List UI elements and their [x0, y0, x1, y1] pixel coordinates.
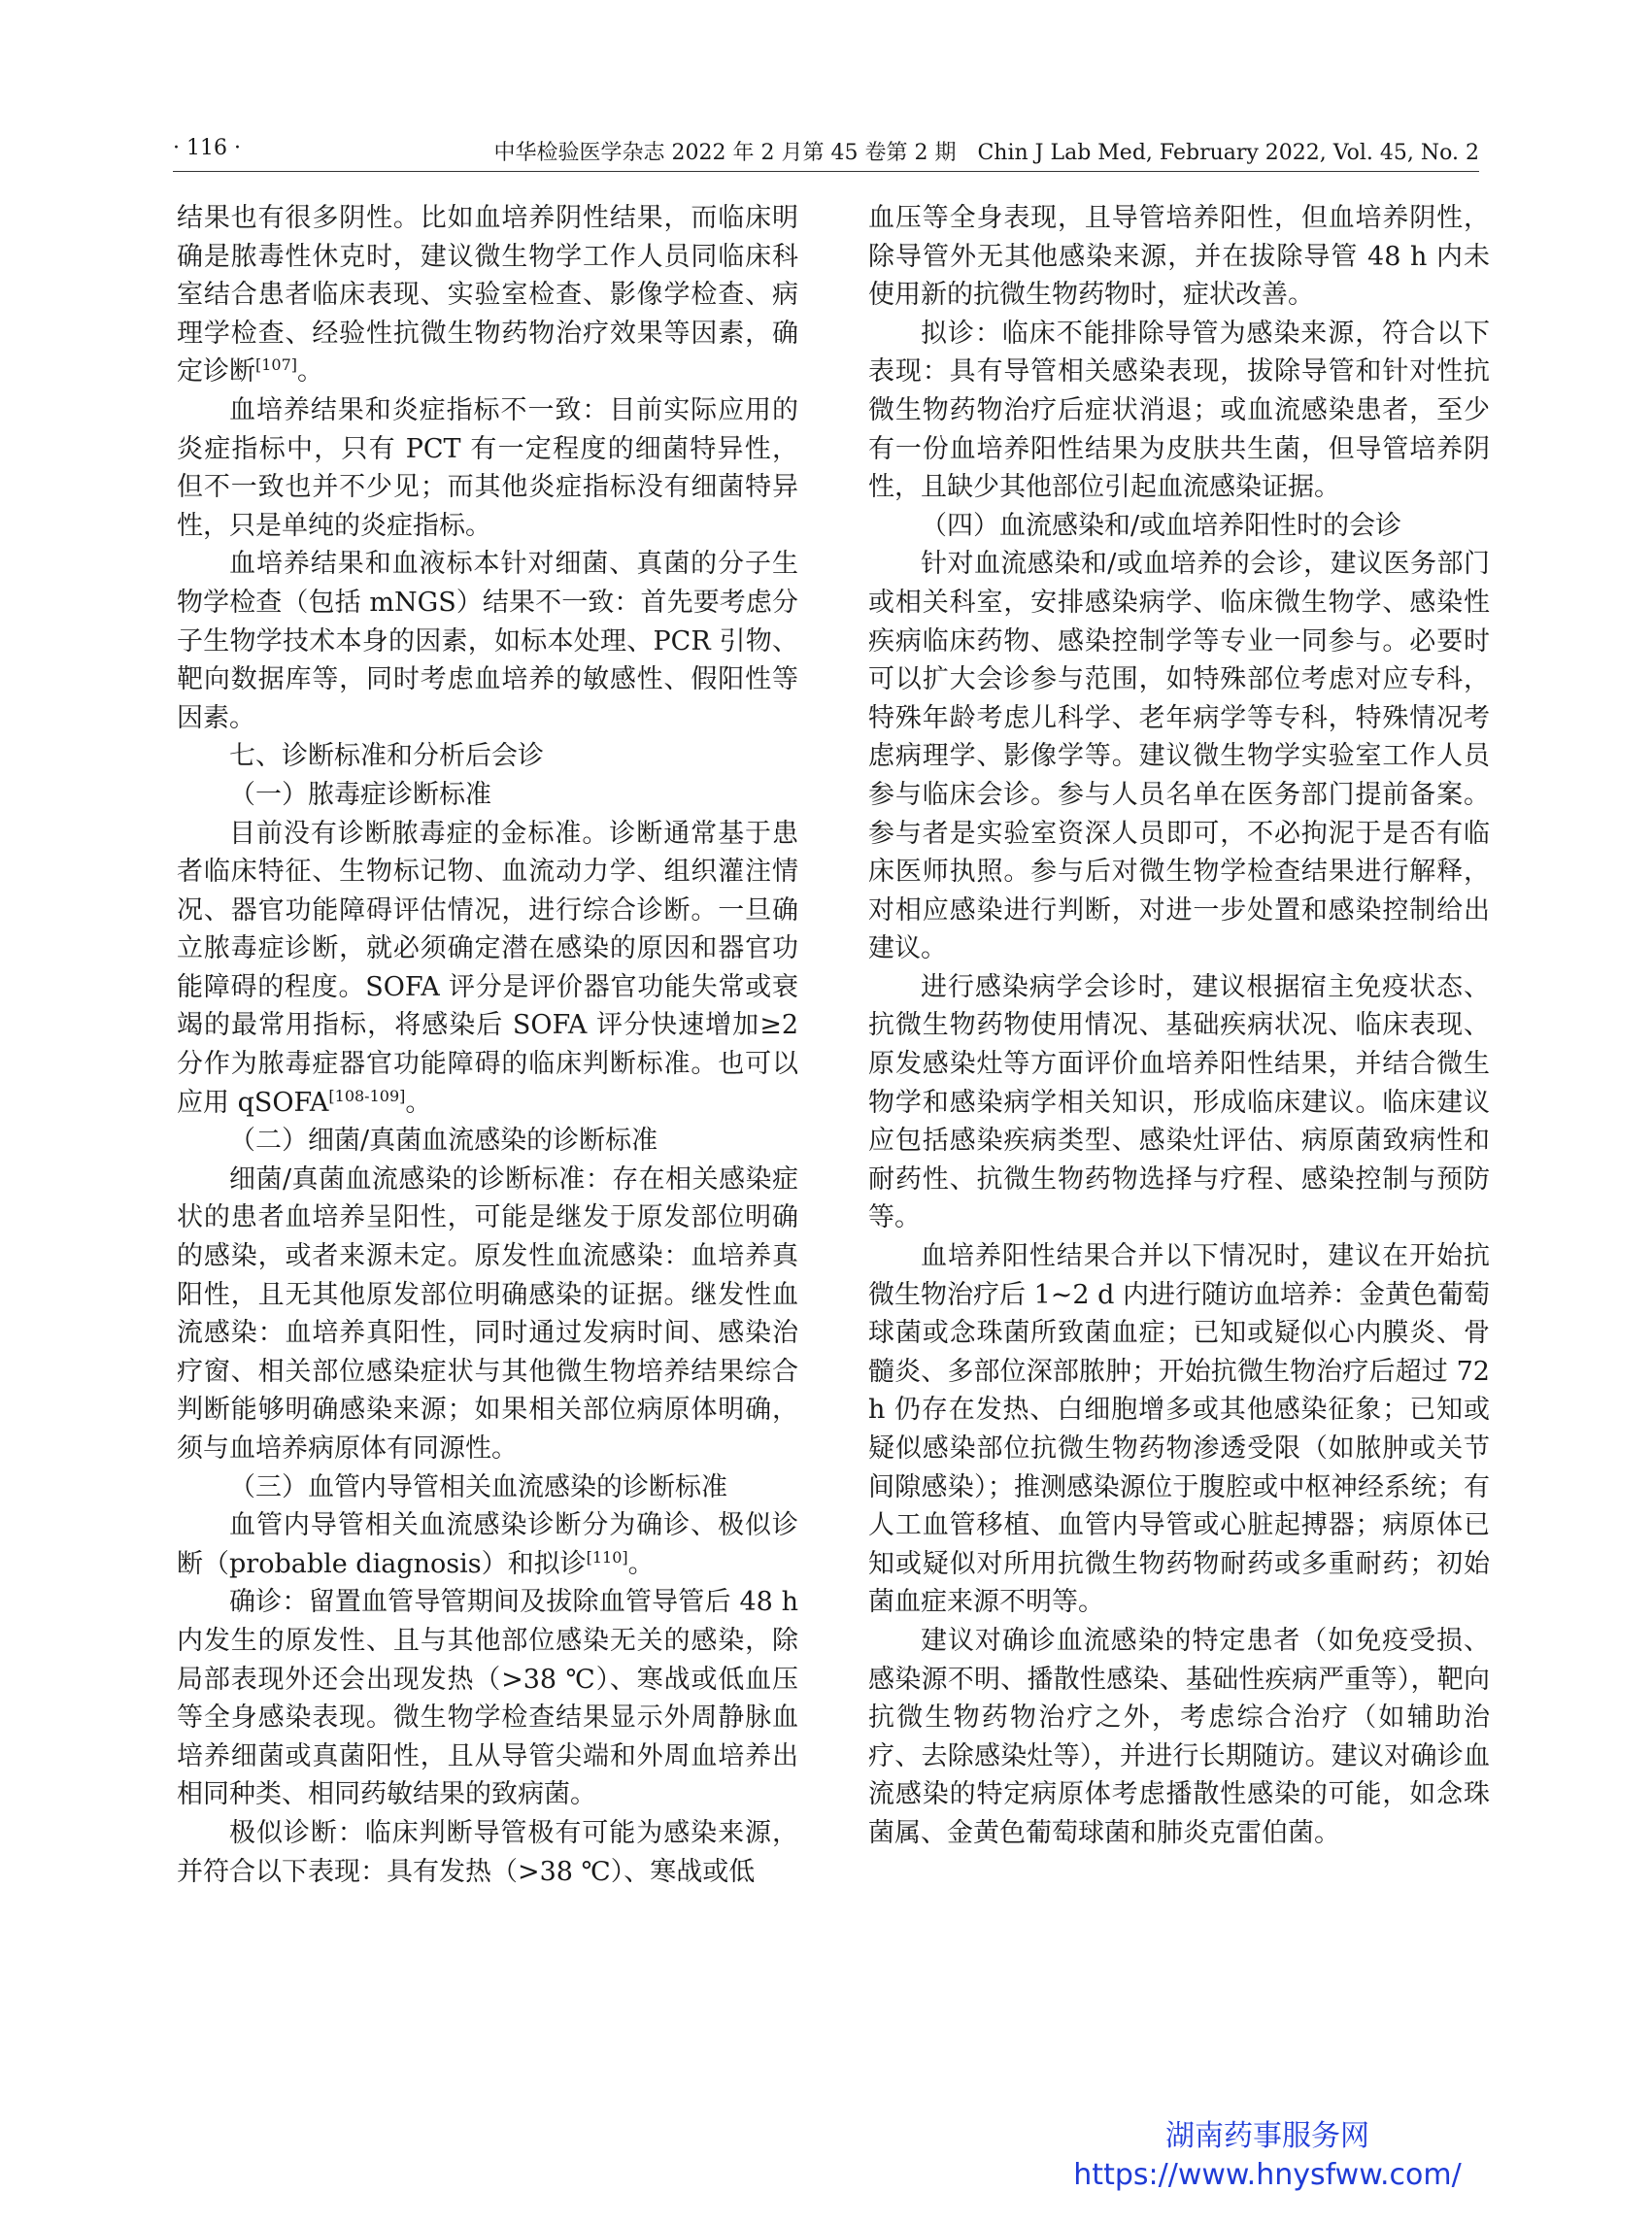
right-column	[868, 199, 1490, 1853]
paragraph: 细菌/真菌血流感染的诊断标准：存在相关感染症状的患者血培养呈阳性，可能是继发于原发部位明确的感染，或者来源未定。原发性血流感染：血培养真阳性，且无其他原发部位明确感染的证据。继发性血流感染：血培养真阳性，同时通过发病时间、感染治疗窗、相关部位感染症状与其他微生物培养结果综合判断能够明确感染来源；如果相关部位病原体明确，须与血培养病原体有同源性。	[177, 1163, 798, 1464]
paragraph: 血管内导管相关血流感染诊断分为确诊、极似诊断（probable diagnosis）和拟诊[110]。	[177, 1510, 798, 1579]
paragraph: 血培养结果和炎症指标不一致：目前实际应用的炎症指标中，只有 PCT 有一定程度的细菌特异性，但不一致也并不少见；而其他炎症指标没有细菌特异性，只是单纯的炎症指标。	[177, 394, 798, 541]
subsection-heading: （三）血管内导管相关血流感染的诊断标准	[229, 1471, 727, 1502]
paragraph: 血培养阳性结果合并以下情况时，建议在开始抗微生物治疗后 1~2 d 内进行随访血培养：金黄色葡萄球菌或念珠菌所致菌血症；已知或疑似心内膜炎、骨髓炎、多部位深部脓肿；开始抗微生物治疗后超过 72 h 仍存在发热、白细胞增多或其他感染征象；已知或疑似感染部位抗微生物药物渗透受限（如脓肿或关节间隙感染）；推测感染源位于腹腔或中枢神经系统；有人工血管移植、血管内导管或心脏起搏器；病原体已知或疑似对所用抗微生物药物耐药或多重耐药；初始菌血症来源不明等。	[868, 1241, 1491, 1618]
paragraph: 结果也有很多阴性。比如血培养阴性结果，而临床明确是脓毒性休克时，建议微生物学工作人员同临床科室结合患者临床表现、实验室检查、影像学检查、病理学检查、经验性抗微生物药物治疗效果等因素，确定诊断[107]。	[177, 203, 798, 388]
subsection-heading: （一）脓毒症诊断标准	[229, 779, 491, 810]
paragraph: 极似诊断：临床判断导管极有可能为感染来源，并符合以下表现：具有发热（>38 ℃）、寒战或低	[177, 1817, 798, 1887]
reference-marker: [107]	[255, 355, 298, 375]
running-header	[173, 132, 1479, 172]
reference-marker: [108-109]	[328, 1086, 406, 1105]
paragraph: 针对血流感染和/或血培养的会诊，建议医务部门或相关科室，安排感染病学、临床微生物学、感染性疾病临床药物、感染控制学等专业一同参与。必要时可以扩大会诊参与范围，如特殊部位考虑对应专科，特殊年龄考虑儿科学、老年病学等专科，特殊情况考虑病理学、影像学等。建议微生物学实验室工作人员参与临床会诊。参与人员名单在医务部门提前备案。参与者是实验室资深人员即可，不必拘泥于是否有临床医师执照。参与后对微生物学检查结果进行解释，对相应感染进行判断，对进一步处置和感染控制给出建议。	[868, 549, 1490, 964]
paragraph: 血培养结果和血液标本针对细菌、真菌的分子生物学检查（包括 mNGS）结果不一致：首先要考虑分子生物学技术本身的因素，如标本处理、PCR 引物、靶向数据库等，同时考虑血培养的敏感性、假阳性等因素。	[177, 549, 798, 733]
journal-citation: 中华检验医学杂志 2022 年 2 月第 45 卷第 2 期 Chin J Lab Med, February 2022, Vol. 45, No. 2	[493, 141, 1479, 165]
paragraph: 确诊：留置血管导管期间及拔除血管导管后 48 h 内发生的原发性、且与其他部位感染无关的感染，除局部表现外还会出现发热（>38 ℃）、寒战或低血压等全身感染表现。微生物学检查结果显示外周静脉血培养细菌或真菌阳性，且从导管尖端和外周血培养出相同种类、相同药敏结果的致病菌。	[177, 1587, 798, 1810]
paragraph: 血压等全身表现，且导管培养阳性，但血培养阴性，除导管外无其他感染来源，并在拔除导管 48 h 内未使用新的抗微生物药物时，症状改善。	[868, 203, 1490, 311]
paragraph: 目前没有诊断脓毒症的金标准。诊断通常基于患者临床特征、生物标记物、血流动力学、组织灌注情况、器官功能障碍评估情况，进行综合诊断。一旦确立脓毒症诊断，就必须确定潜在感染的原因和器官功能障碍的程度。SOFA 评分是评价器官功能失常或衰竭的最常用指标，将感染后 SOFA 评分快速增加≥2 分作为脓毒症器官功能障碍的临床判断标准。也可以应用 qSOFA[108-109]。	[177, 818, 798, 1118]
watermark-url[interactable]: https://www.hnysfww.com/	[1073, 2158, 1462, 2192]
paragraph: 建议对确诊血流感染的特定患者（如免疫受损、感染源不明、播散性感染、基础性疾病严重等），靶向抗微生物药物治疗之外，考虑综合治疗（如辅助治疗、去除感染灶等），并进行长期随访。建议对确诊血流感染的特定病原体考虑播散性感染的可能，如念珠菌属、金黄色葡萄球菌和肺炎克雷伯菌。	[868, 1625, 1490, 1848]
subsection-heading: （四）血流感染和/或血培养阳性时的会诊	[921, 510, 1402, 541]
section-heading: 七、诊断标准和分析后会诊	[229, 741, 544, 772]
subsection-heading: （二）细菌/真菌血流感染的诊断标准	[229, 1126, 658, 1157]
page-number: · 116 ·	[173, 136, 241, 160]
paragraph: 拟诊：临床不能排除导管为感染来源，符合以下表现：具有导管相关感染表现，拔除导管和针对性抗微生物药物治疗后症状消退；或血流感染患者，至少有一份血培养阳性结果为皮肤共生菌，但导管培养阴性，且缺少其他部位引起血流感染证据。	[868, 318, 1490, 503]
reference-marker: [110]	[586, 1547, 628, 1567]
watermark-site-name: 湖南药事服务网	[1165, 2119, 1369, 2153]
watermark	[1059, 2117, 1476, 2195]
left-column	[177, 199, 798, 1891]
paragraph: 进行感染病学会诊时，建议根据宿主免疫状态、抗微生物药物使用情况、基础疾病状况、临床表现、原发感染灶等方面评价血培养阳性结果，并结合微生物学和感染病学相关知识，形成临床建议。临床建议应包括感染疾病类型、感染灶评估、病原菌致病性和耐药性、抗微生物药物选择与疗程、感染控制与预防等。	[868, 971, 1490, 1233]
